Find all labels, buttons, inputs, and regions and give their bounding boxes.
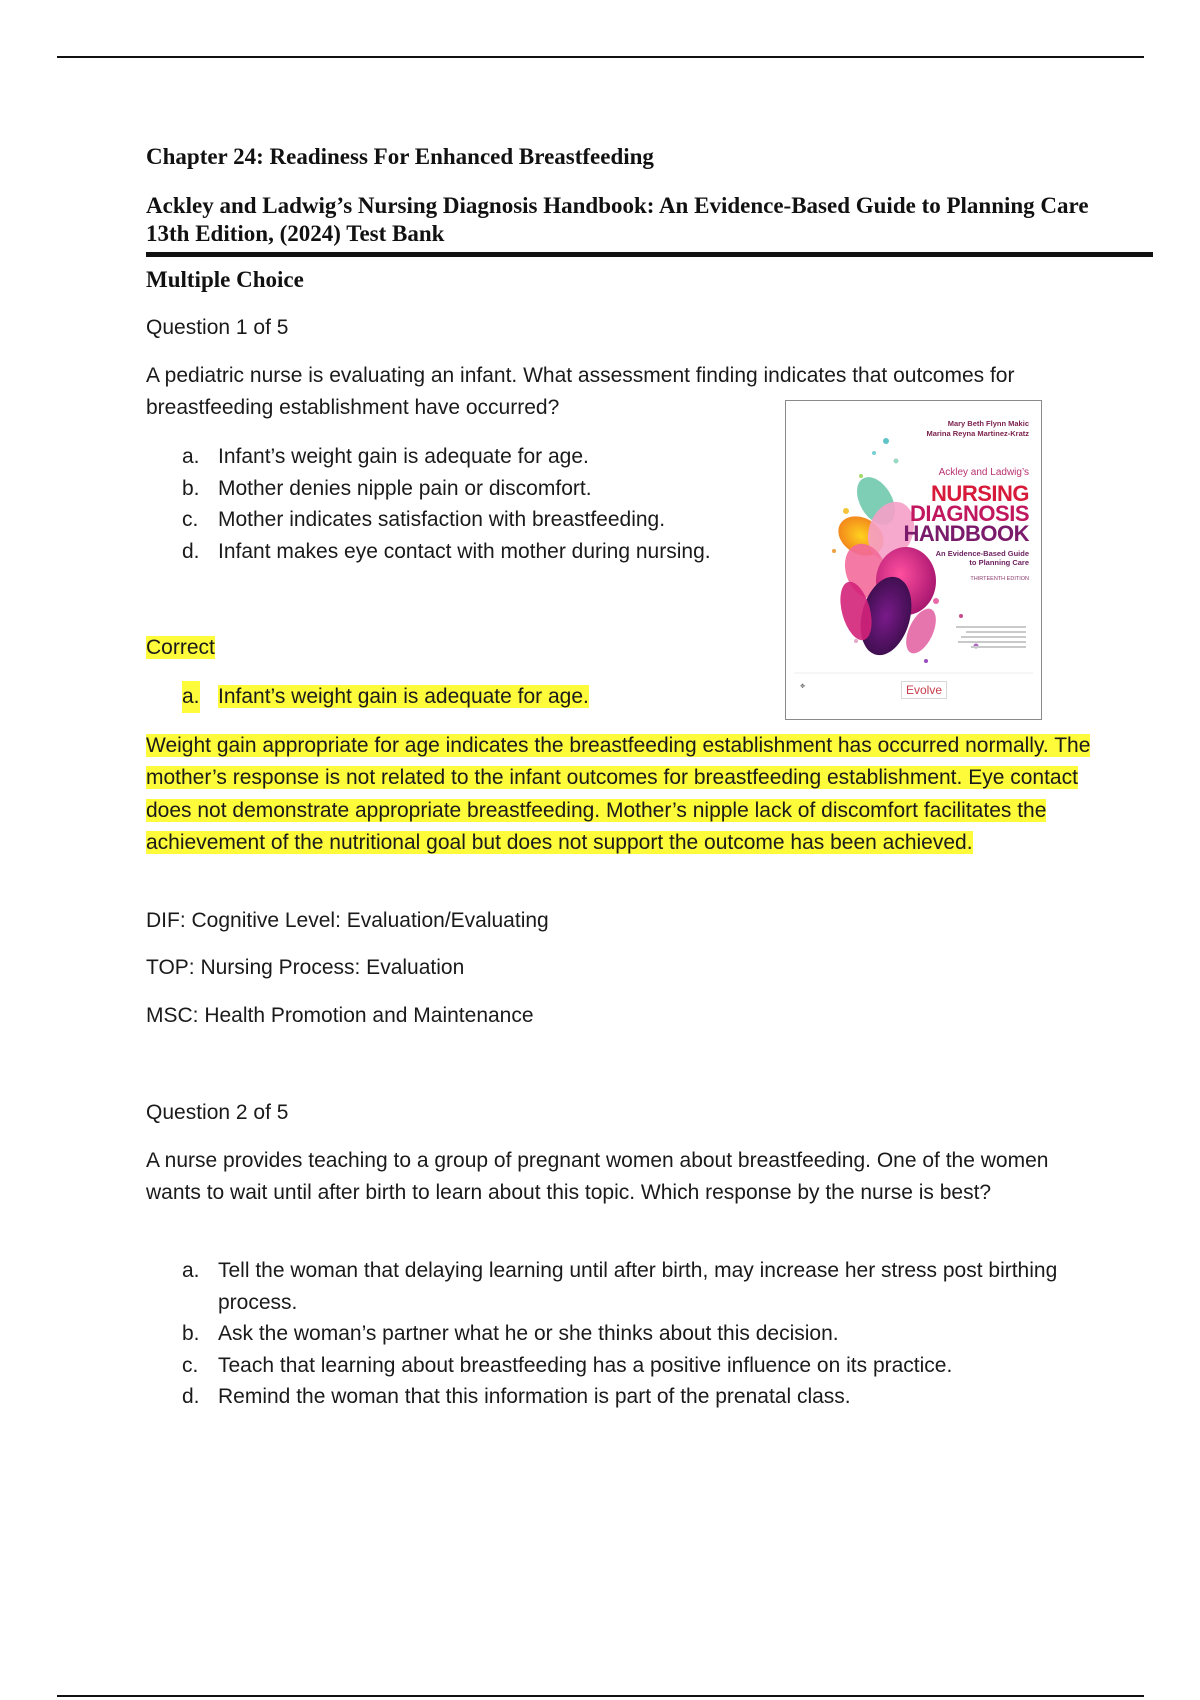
chapter-title: Chapter 24: Readiness For Enhanced Breastfeeding [146,144,654,169]
question-1-number: Question 1 of 5 [146,316,289,339]
difficulty-tag: DIF: Cognitive Level: Evaluation/Evaluating [146,909,549,932]
option-text: Teach that learning about breastfeeding has a positive influence on its practice. [218,1353,953,1377]
q1-option-d [146,536,711,568]
q2-option-c [146,1350,1086,1382]
q1-option-c [146,504,711,536]
msc-tag: MSC: Health Promotion and Maintenance [146,1004,534,1027]
cover-subtitle-1: An Evidence-Based Guide [935,549,1029,558]
answer-letter: a. [182,681,200,713]
rationale-text: Weight gain appropriate for age indicates the breastfeeding establishment has occurred normally. The mother’s response is not related to the infant outcomes for breastfeeding establishment. Eye contact does not demonstrate appropriate breastfeeding. Mother’s nipple lack of discomfort facilitates the achievement of the nutritional goal but does not support the outcome has been achieved. [146,734,1091,855]
topic-tag: TOP: Nursing Process: Evaluation [146,956,465,979]
answer-text: Infant’s weight gain is adequate for age. [218,685,589,708]
book-subtitle: Ackley and Ladwig’s Nursing Diagnosis Handbook: An Evidence-Based Guide to Planning Care 13th Edition, (2024) Test Bank [146,193,1089,246]
cover-title-line-2: DIAGNOSIS [910,501,1029,526]
correct-label [146,632,215,664]
question-1-rationale [146,730,1106,860]
option-text: Remind the woman that this information is part of the prenatal class. [218,1385,851,1408]
publisher-logo-icon: ✥ [800,684,806,690]
book-cover-image [785,400,1042,720]
cover-pre-title: Ackley and Ladwig’s [938,467,1029,478]
q2-option-b [146,1318,1086,1350]
option-text: Mother indicates satisfaction with breastfeeding. [218,508,666,531]
question-2-number: Question 2 of 5 [146,1101,289,1124]
option-letter: d. [182,539,200,563]
cover-evolve-badge: Evolve [901,681,947,699]
option-letter: a. [182,445,200,468]
question-1-answer [146,681,589,713]
q1-answer-option [146,681,589,713]
heading-divider [146,252,1153,257]
q1-option-a [146,441,711,473]
cover-edition: THIRTEENTH EDITION [970,576,1029,582]
question-1-options [146,441,711,567]
q2-option-a [146,1255,1086,1318]
option-letter: b. [182,1322,200,1345]
option-letter: c. [182,1353,199,1377]
option-text: Tell the woman that delaying learning until after birth, may increase her stress post birthing process. [218,1259,1058,1314]
cover-subtitle [936,549,1029,567]
option-letter: d. [182,1385,200,1408]
cover-subtitle-2: to Planning Care [969,558,1029,567]
cover-author-2: Marina Reyna Martinez-Kratz [926,429,1029,438]
question-2-options [146,1255,1086,1413]
cover-authors [926,419,1029,439]
option-letter: a. [182,1259,200,1282]
q2-option-d [146,1381,1086,1413]
option-letter: b. [182,476,200,500]
section-heading: Multiple Choice [146,267,304,292]
correct-label-text: Correct [146,636,215,659]
option-text: Ask the woman’s partner what he or she thinks about this decision. [218,1322,839,1345]
option-text: Infant’s weight gain is adequate for age. [218,445,589,468]
bottom-rule [57,1695,1144,1697]
option-text: Infant makes eye contact with mother during nursing. [218,539,711,563]
cover-title-line-1: NURSING [931,481,1029,506]
option-letter: c. [182,508,199,531]
cover-author-1: Mary Beth Flynn Makic [947,419,1029,428]
question-2-stem: A nurse provides teaching to a group of pregnant women about breastfeeding. One of the women wants to wait until after birth to learn about this topic. Which response by the nurse is best? [146,1149,1049,1204]
option-text: Mother denies nipple pain or discomfort. [218,476,592,500]
top-rule [57,56,1144,58]
cover-title-line-3: HANDBOOK [903,521,1029,546]
question-1-stem: A pediatric nurse is evaluating an infant. What assessment finding indicates that outcomes for breastfeeding establishment have occurred? [146,364,1015,419]
q1-option-b [146,473,711,505]
